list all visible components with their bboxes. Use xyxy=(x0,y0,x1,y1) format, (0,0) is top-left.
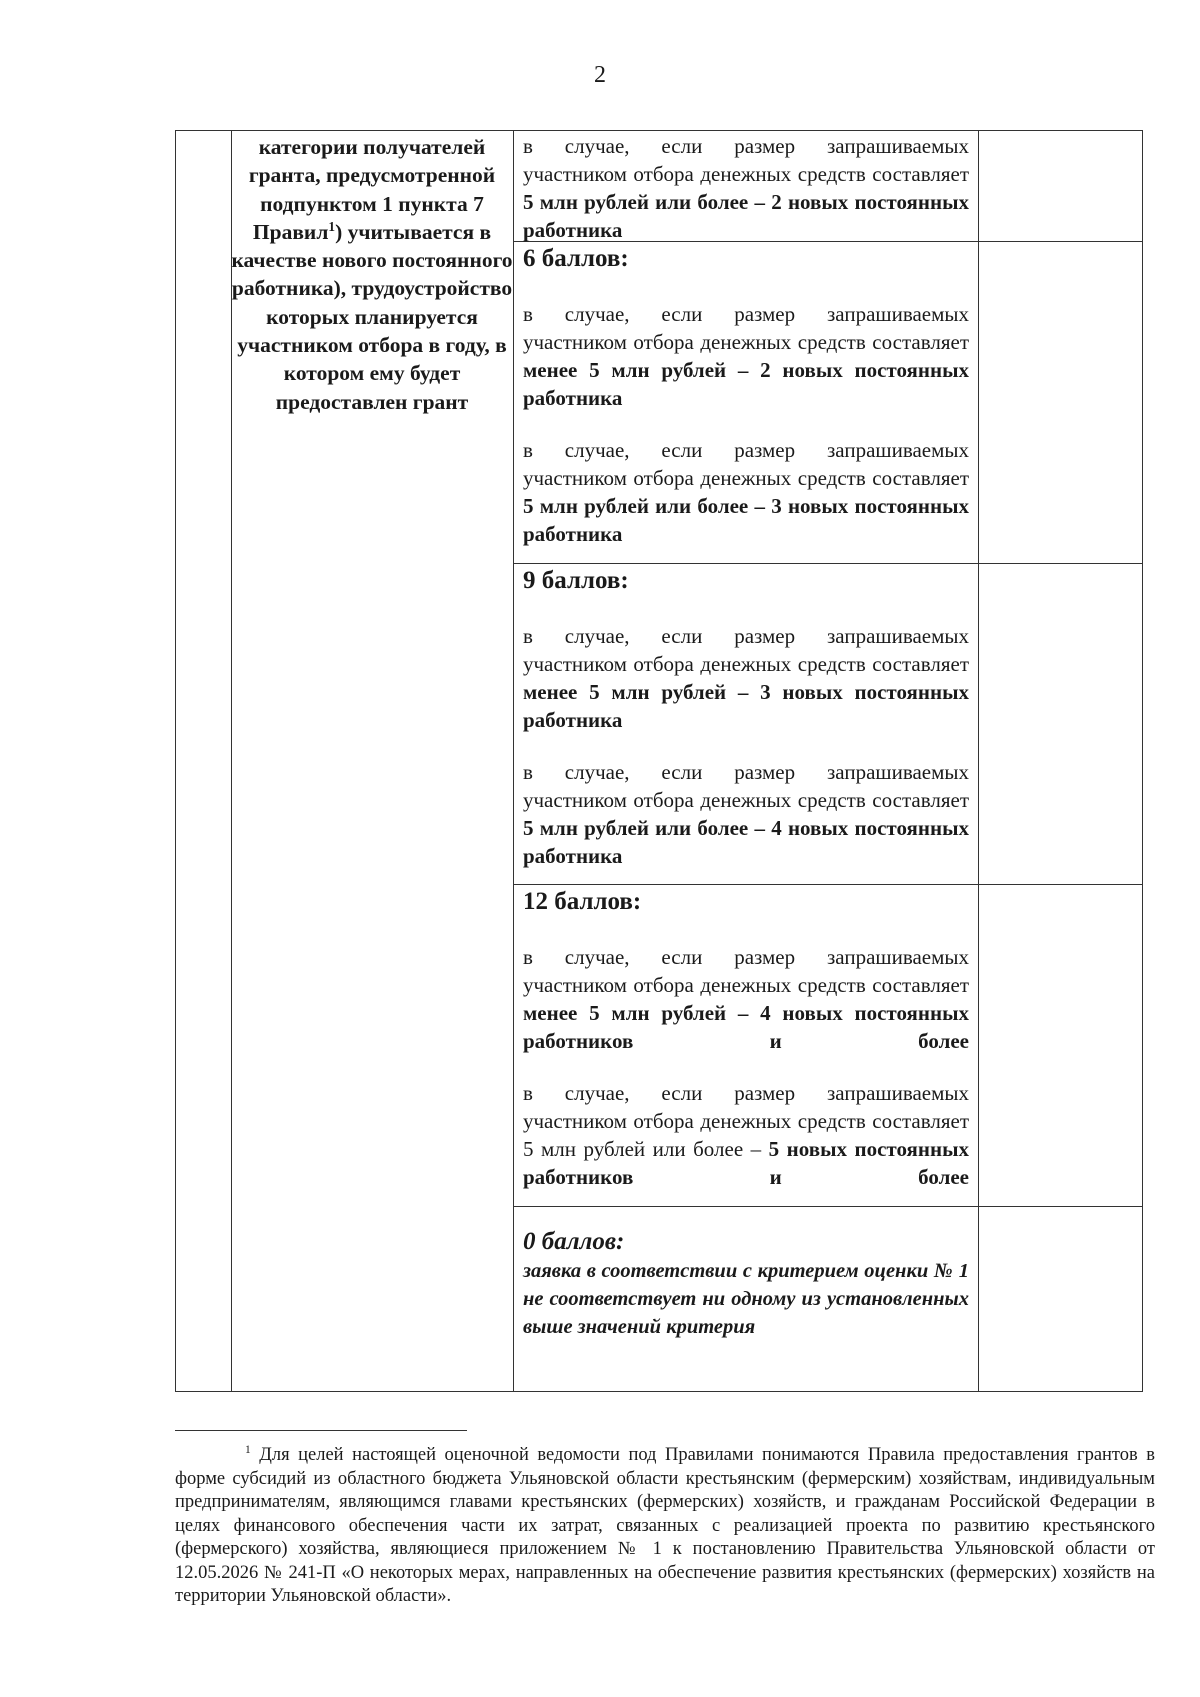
condition-bold: менее 5 млн рублей – 4 новых постоянных работников и более xyxy=(523,1001,969,1053)
score-cell-12 xyxy=(523,887,969,1191)
table-column-divider xyxy=(978,131,979,1391)
condition-paragraph xyxy=(523,436,969,548)
score-heading: 12 баллов: xyxy=(523,888,642,915)
condition-paragraph xyxy=(523,943,969,1055)
score-cell-0 xyxy=(523,1227,969,1341)
score-heading: 6 баллов: xyxy=(523,245,629,272)
condition-bold: менее 5 млн рублей – 2 новых постоянных работника xyxy=(523,358,969,410)
condition-paragraph xyxy=(523,758,969,870)
condition-bold: менее 5 млн рублей – 3 новых постоянных работника xyxy=(523,680,969,732)
footnote-ref: 1 xyxy=(328,218,336,234)
footnote-text: Для целей настоящей оценочной ведомости под Правилами понимаются Правила предоставления грантов в форме субсидий из областного бюджета Ульяновской области крестьянским (фермерским) хозяйствам, индивидуальным предпринимателям, являющимся главами крестьянских (фермерских) хозяйств, и гражданам Российской Федерации в целях финансового обеспечения части их затрат, связанных с реализацией проекта по развитию крестьянского (фермерского) хозяйства, являющиеся приложением № 1 к постановлению Правительства Ульяновской области от 12.05.2026 № 241-П «О некоторых мерах, направленных на обеспечение развития крестьянских (фермерских) хозяйств на территории Ульяновской области». xyxy=(175,1445,1156,1606)
condition-bold: 5 млн рублей или более – 3 новых постоянных работника xyxy=(523,494,969,546)
footnote-separator xyxy=(175,1430,467,1431)
page-number: 2 xyxy=(594,62,606,88)
condition-bold: 5 млн рублей или более – 2 новых постоянных работника xyxy=(523,190,969,242)
condition-intro: в случае, если размер запрашиваемых участником отбора денежных средств составляет xyxy=(523,624,969,676)
condition-intro: в случае, если размер запрашиваемых участником отбора денежных средств составляет xyxy=(523,438,969,490)
condition-intro: в случае, если размер запрашиваемых участником отбора денежных средств составляет xyxy=(523,945,969,997)
criterion-text: категории получателей гранта, предусмотренной подпунктом 1 пункта 7 Правил xyxy=(248,135,496,244)
table-row-divider xyxy=(513,563,1142,564)
score-heading: 9 баллов: xyxy=(523,567,629,594)
score-cell-continuation xyxy=(523,132,969,244)
table-column-divider xyxy=(513,131,514,1391)
condition-normal: 5 млн рублей или более – xyxy=(523,1137,762,1161)
criterion-text-cont: ) учитывается в качестве нового постоянного работника), трудоустройство которых планируется участником отбора в году, в котором ему будет предоставлен грант xyxy=(231,219,513,414)
condition-intro: в случае, если размер запрашиваемых участником отбора денежных средств составляет xyxy=(523,302,969,354)
footnote-mark: 1 xyxy=(245,1443,251,1456)
table-row-divider xyxy=(513,884,1142,885)
condition-paragraph xyxy=(523,132,969,244)
condition-bold: 5 новых постоянных работников и более xyxy=(523,1137,970,1189)
table-row-divider xyxy=(513,1206,1142,1207)
condition-intro: в случае, если размер запрашиваемых участником отбора денежных средств составляет xyxy=(523,134,969,186)
evaluation-table xyxy=(175,130,1143,1392)
score-cell-9 xyxy=(523,566,969,870)
criterion-cell xyxy=(231,131,513,416)
footnote xyxy=(175,1444,1155,1609)
condition-intro: в случае, если размер запрашиваемых участником отбора денежных средств составляет xyxy=(523,1081,969,1133)
condition-bold: 5 млн рублей или более – 4 новых постоянных работника xyxy=(523,816,969,868)
score-cell-6 xyxy=(523,244,969,548)
condition-paragraph xyxy=(523,300,969,412)
condition-paragraph xyxy=(523,622,969,734)
zero-description: заявка в соответствии с критерием оценки № 1 не соответствует ни одному из установленных выше значений критерия xyxy=(523,1260,969,1338)
condition-paragraph xyxy=(523,1079,969,1191)
condition-intro: в случае, если размер запрашиваемых участником отбора денежных средств составляет xyxy=(523,760,969,812)
score-heading: 0 баллов: xyxy=(523,1228,625,1255)
